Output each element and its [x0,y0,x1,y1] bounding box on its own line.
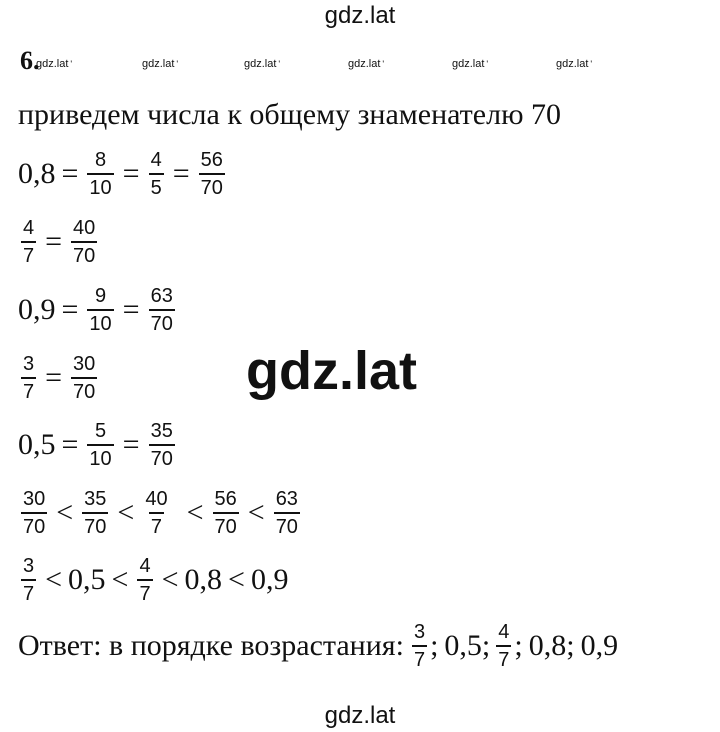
numerator: 4 [139,555,151,577]
answer-line [18,622,618,670]
denominator: 70 [199,173,225,198]
numerator: 3 [23,555,35,577]
watermark-small: gdz.lat ' [36,58,72,70]
denominator: 7 [21,579,36,604]
fraction [21,218,36,266]
equals-sign: = [122,157,140,190]
equals-sign: = [122,293,140,326]
denominator: 70 [213,512,239,537]
denominator: 7 [21,377,36,402]
fraction [149,150,164,198]
denominator: 7 [137,579,152,604]
fraction [143,489,169,537]
equals-sign: = [61,157,79,190]
equation-line-2 [18,218,100,266]
watermark-center: gdz.lat [246,341,417,401]
decimal-value: 0,8; [528,629,575,662]
equals-sign: = [61,293,79,326]
numerator: 56 [200,149,223,171]
watermark-small: gdz.lat ' [556,58,592,70]
less-than-sign: < [111,563,129,596]
decimal-value: 0,8 [184,563,223,596]
comparison-line-fractions [18,489,303,537]
fraction [71,218,97,266]
numerator: 30 [23,488,46,510]
numerator: 4 [498,621,510,643]
denominator: 70 [21,512,47,537]
decimal-value: 0,9 [250,563,289,596]
decimal-value: 0,5 [18,428,56,461]
numerator: 3 [23,353,35,375]
less-than-sign: < [161,563,179,596]
answer-label: Ответ: в порядке возрастания: [18,629,404,662]
fraction [21,489,47,537]
denominator: 10 [87,309,113,334]
denominator: 7 [496,645,511,670]
denominator: 10 [87,173,113,198]
fraction [87,286,113,334]
numerator: 63 [275,488,298,510]
fraction [71,354,97,402]
fraction [21,354,36,402]
task-number: 6. [20,46,40,75]
fraction [82,489,108,537]
semicolon: ; [430,629,439,662]
decimal-value: 0,5; [444,629,491,662]
numerator: 4 [23,217,35,239]
fraction [274,489,300,537]
equals-sign: = [61,428,79,461]
decimal-value: 0,8 [18,157,56,190]
fraction [149,421,175,469]
equals-sign: = [122,428,140,461]
denominator: 70 [82,512,108,537]
fraction [87,150,113,198]
fraction [213,489,239,537]
equation-line-5 [18,421,178,469]
numerator: 30 [73,353,96,375]
watermark-top[interactable]: gdz.lat [324,2,396,29]
numerator: 9 [94,285,107,307]
numerator: 4 [150,149,162,171]
comparison-line-mixed [18,556,288,604]
denominator: 70 [274,512,300,537]
fraction [412,622,427,670]
numerator: 35 [150,420,173,442]
equation-line-1 [18,150,228,198]
denominator: 7 [412,645,427,670]
decimal-value: 0,5 [68,563,106,596]
denominator: 70 [149,309,175,334]
less-than-sign: < [56,496,74,529]
equals-sign: = [45,225,63,258]
decimal-value: 0,9 [18,293,56,326]
fraction [199,150,225,198]
equation-line-4 [18,354,100,402]
numerator: 5 [94,420,107,442]
equation-line-3 [18,286,178,334]
less-than-sign: < [186,496,204,529]
numerator: 8 [94,149,107,171]
watermark-small: gdz.lat ' [142,58,178,70]
denominator: 7 [149,512,164,537]
decimal-value: 0,9 [580,629,619,662]
fraction [149,286,175,334]
watermark-small: gdz.lat ' [244,58,280,70]
numerator: 40 [145,488,168,510]
fraction [137,556,152,604]
denominator: 70 [149,444,175,469]
denominator: 10 [87,444,113,469]
numerator: 3 [413,621,426,643]
watermark-bottom[interactable]: gdz.lat [324,702,396,729]
fraction [496,622,511,670]
less-than-sign: < [247,496,265,529]
denominator: 5 [149,173,164,198]
semicolon: ; [514,629,523,662]
numerator: 35 [84,488,107,510]
watermark-small: gdz.lat ' [452,58,488,70]
equals-sign: = [45,361,63,394]
watermark-small: gdz.lat ' [348,58,384,70]
less-than-sign: < [117,496,135,529]
fraction [87,421,113,469]
numerator: 56 [214,488,237,510]
less-than-sign: < [228,563,245,596]
fraction [21,556,36,604]
less-than-sign: < [45,563,63,596]
intro-text: приведем числа к общему знаменателю 70 [18,98,561,131]
numerator: 63 [150,285,173,307]
numerator: 40 [73,217,96,239]
denominator: 70 [71,377,97,402]
equals-sign: = [172,157,190,190]
denominator: 70 [71,241,97,266]
denominator: 7 [21,241,36,266]
